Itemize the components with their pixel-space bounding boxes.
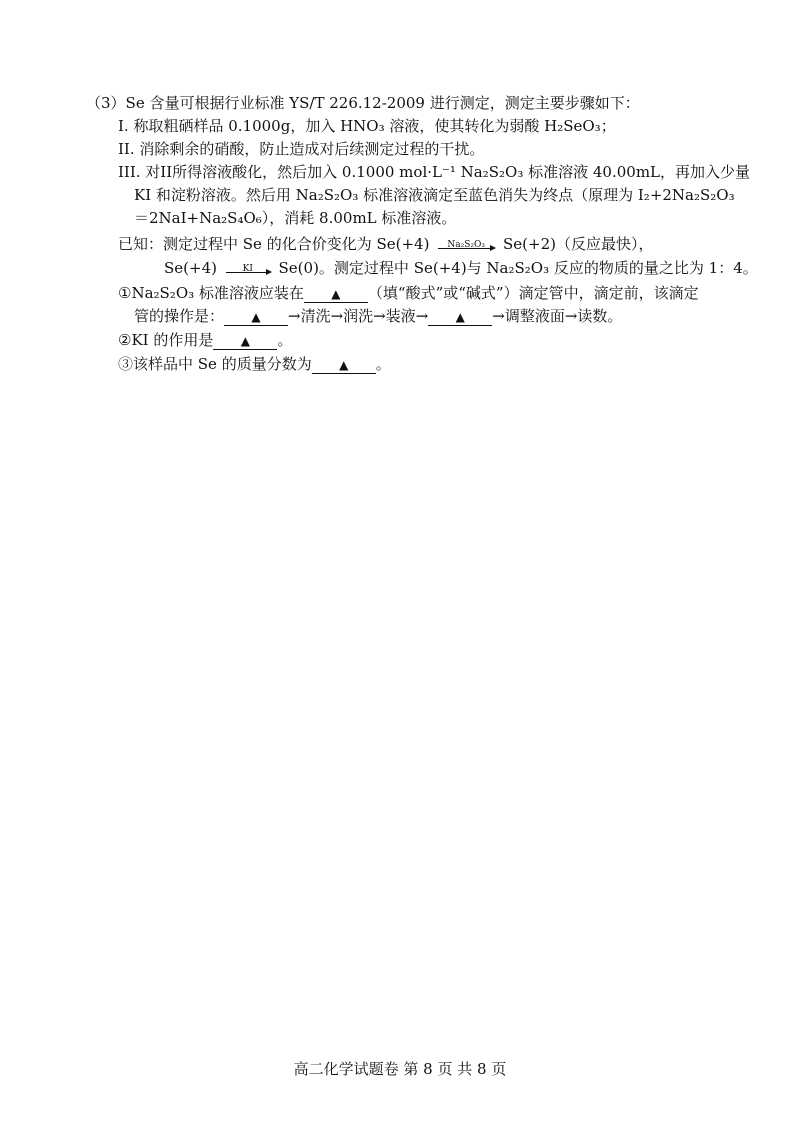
step-3-line-1: III. 对II所得溶液酸化，然后加入 0.1000 mol·L⁻¹ Na₂S₂O₃ 标准溶液 40.00mL，再加入少量 [118,163,751,181]
question-3: ③该样品中 Se 的质量分数为 ▲ 。 [118,355,391,373]
answer-blank-1[interactable]: ▲ [304,285,368,303]
question-1-line-1: ①Na₂S₂O₃ 标准溶液应装在 ▲ （填“酸式”或“碱式”）滴定管中，滴定前，该滴定 [118,284,699,302]
answer-blank-3[interactable]: ▲ [428,308,492,326]
arrow-label-ki: KI [242,264,253,274]
right-arrow-icon [438,248,494,249]
answer-blank-4[interactable]: ▲ [213,332,277,350]
reaction-arrow-ki [226,266,270,277]
reaction-arrow-na2s2o3 [438,242,494,253]
step-2: II. 消除剩余的硝酸，防止造成对后续测定过程的干扰。 [118,140,485,158]
step-3-line-3: ＝2NaI+Na₂S₄O₆），消耗 8.00mL 标准溶液。 [134,209,457,227]
arrow-label-na2s2o3: Na₂S₂O₃ [447,240,486,250]
known-line-2: Se(+4) KI Se(0)。测定过程中 Se(+4)与 Na₂S₂O₃ 反应的物质的量之比为 1：4。 [164,259,758,277]
known-line-1: 已知：测定过程中 Se 的化合价变化为 Se(+4) Na₂S₂O₃ Se(+2)（反应最快）， [118,235,654,253]
right-arrow-icon [226,272,270,273]
question-intro: （3）Se 含量可根据行业标准 YS/T 226.12-2009 进行测定，测定主要步骤如下： [86,94,640,112]
question-1-line-2: 管的操作是： ▲ →清洗→润洗→装液→ ▲ →调整液面→读数。 [134,307,623,325]
page-footer: 高二化学试题卷 第 8 页 共 8 页 [293,1060,507,1078]
step-1: I. 称取粗硒样品 0.1000g，加入 HNO₃ 溶液，使其转化为弱酸 H₂SeO₃； [118,117,616,135]
question-2: ②KI 的作用是 ▲ 。 [118,331,293,349]
step-3-line-2: KI 和淀粉溶液。然后用 Na₂S₂O₃ 标准溶液滴定至蓝色消失为终点（原理为 I₂+2Na₂S₂O₃ [134,186,735,204]
answer-blank-5[interactable]: ▲ [312,356,376,374]
answer-blank-2[interactable]: ▲ [224,308,288,326]
